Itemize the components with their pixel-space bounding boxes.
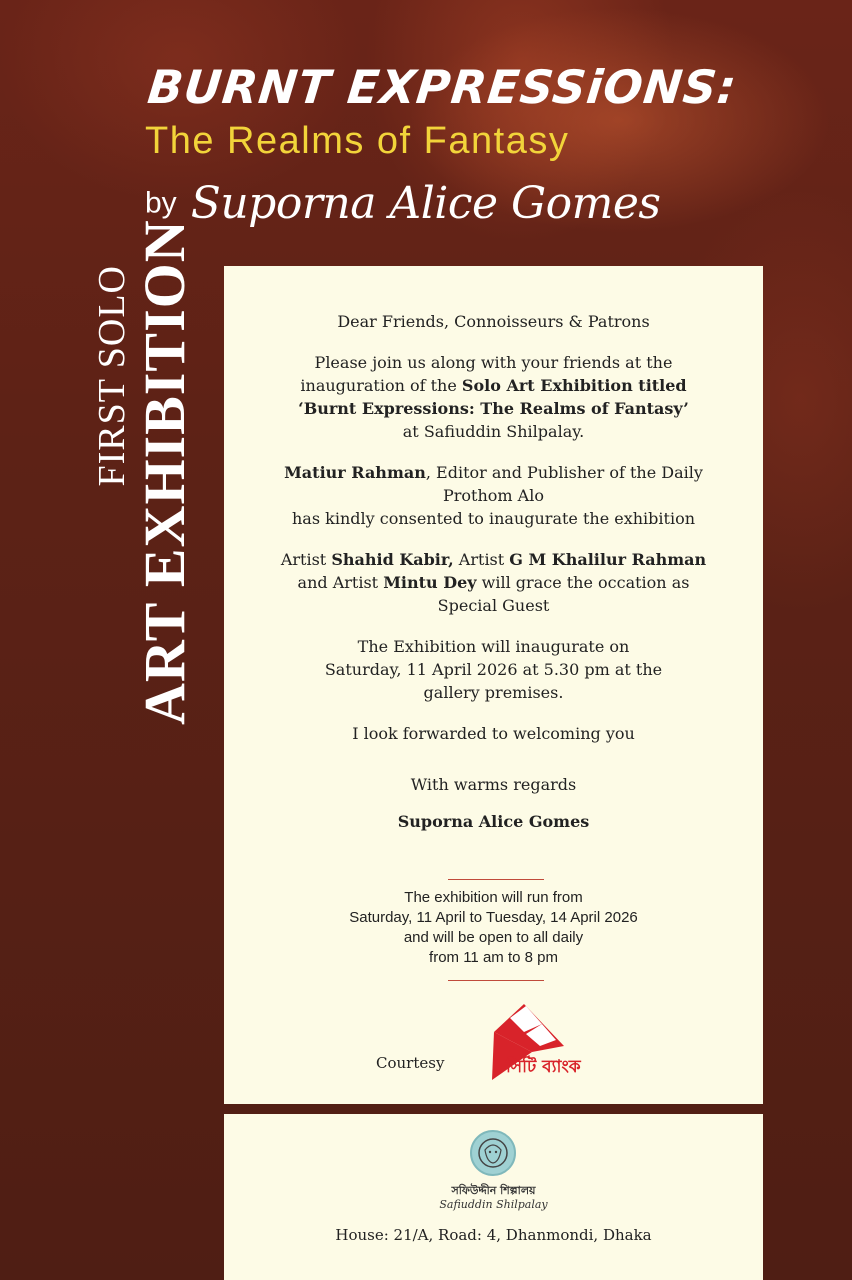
side-banner-line1: FIRST SOLO bbox=[91, 265, 133, 487]
signature bbox=[224, 810, 763, 833]
guest-name: Mintu Dey bbox=[383, 573, 477, 592]
text-bold: Solo Art Exhibition titled bbox=[461, 376, 687, 395]
signature-name: Suporna Alice Gomes bbox=[397, 812, 590, 831]
venue-footer bbox=[224, 1114, 763, 1280]
text: has kindly consented to inaugurate the exhibition bbox=[291, 509, 696, 528]
exhibition-subtitle: The Realms of Fantasy bbox=[145, 120, 570, 162]
inaugurator-name: Matiur Rahman bbox=[284, 463, 426, 482]
paragraph-inaugurator bbox=[224, 461, 763, 530]
paragraph-welcome: I look forwarded to welcoming you bbox=[352, 724, 635, 743]
courtesy-label: Courtesy bbox=[376, 1054, 445, 1072]
text: and Artist bbox=[297, 573, 384, 592]
invitation-card bbox=[224, 266, 763, 1104]
exhibition-title: BURNT EXPRESSiONS: bbox=[145, 60, 740, 114]
invitation-letter bbox=[224, 310, 763, 851]
city-bank-logo bbox=[486, 1002, 616, 1086]
greeting: Dear Friends, Connoisseurs & Patrons bbox=[337, 312, 650, 331]
divider-top bbox=[448, 879, 544, 880]
schedule-info bbox=[224, 888, 763, 968]
text: Artist bbox=[453, 550, 510, 569]
closing: With warms regards bbox=[410, 775, 577, 794]
by-word: by bbox=[145, 186, 177, 220]
side-banner bbox=[90, 219, 200, 725]
text: The Exhibition will inaugurate on bbox=[357, 637, 630, 656]
venue-name-bangla: সফিউদ্দীন শিল্পালয় bbox=[451, 1184, 536, 1197]
paragraph-guests bbox=[224, 548, 763, 617]
exhibition-title-quote: ‘Burnt Expressions: The Realms of Fantasy’ bbox=[298, 399, 689, 418]
text: Saturday, 11 April 2026 at 5.30 pm at the bbox=[324, 660, 663, 679]
text: Artist bbox=[280, 550, 332, 569]
text: , Editor and Publisher of the Daily bbox=[425, 463, 703, 482]
guest-name: Shahid Kabir, bbox=[331, 550, 454, 569]
text: inauguration of the bbox=[300, 376, 462, 395]
divider-bottom bbox=[448, 980, 544, 981]
text: Please join us along with your friends at the bbox=[314, 353, 673, 372]
text: at Safiuddin Shilpalay. bbox=[402, 422, 585, 441]
text: Prothom Alo bbox=[443, 486, 544, 505]
venue-name-english: Safiuddin Shilpalay bbox=[439, 1198, 548, 1211]
schedule-line: and will be open to all daily bbox=[403, 929, 584, 946]
artist-name: Suporna Alice Gomes bbox=[190, 178, 661, 229]
schedule-line: from 11 am to 8 pm bbox=[429, 949, 558, 966]
venue-seal-icon bbox=[470, 1130, 516, 1176]
paragraph-invite bbox=[224, 351, 763, 443]
sponsor-logo-text: সিটি ব্যাংক bbox=[506, 1057, 581, 1077]
text: gallery premises. bbox=[423, 683, 564, 702]
text: Special Guest bbox=[437, 596, 550, 615]
side-banner-line2: ART EXHIBITION bbox=[132, 219, 197, 725]
guest-name: G M Khalilur Rahman bbox=[509, 550, 707, 569]
text: will grace the occation as bbox=[476, 573, 690, 592]
paragraph-date bbox=[224, 635, 763, 704]
schedule-line: Saturday, 11 April to Tuesday, 14 April 2026 bbox=[349, 909, 638, 926]
schedule-line: The exhibition will run from bbox=[404, 889, 583, 906]
venue-address: House: 21/A, Road: 4, Dhanmondi, Dhaka bbox=[335, 1226, 652, 1244]
byline bbox=[145, 178, 660, 229]
